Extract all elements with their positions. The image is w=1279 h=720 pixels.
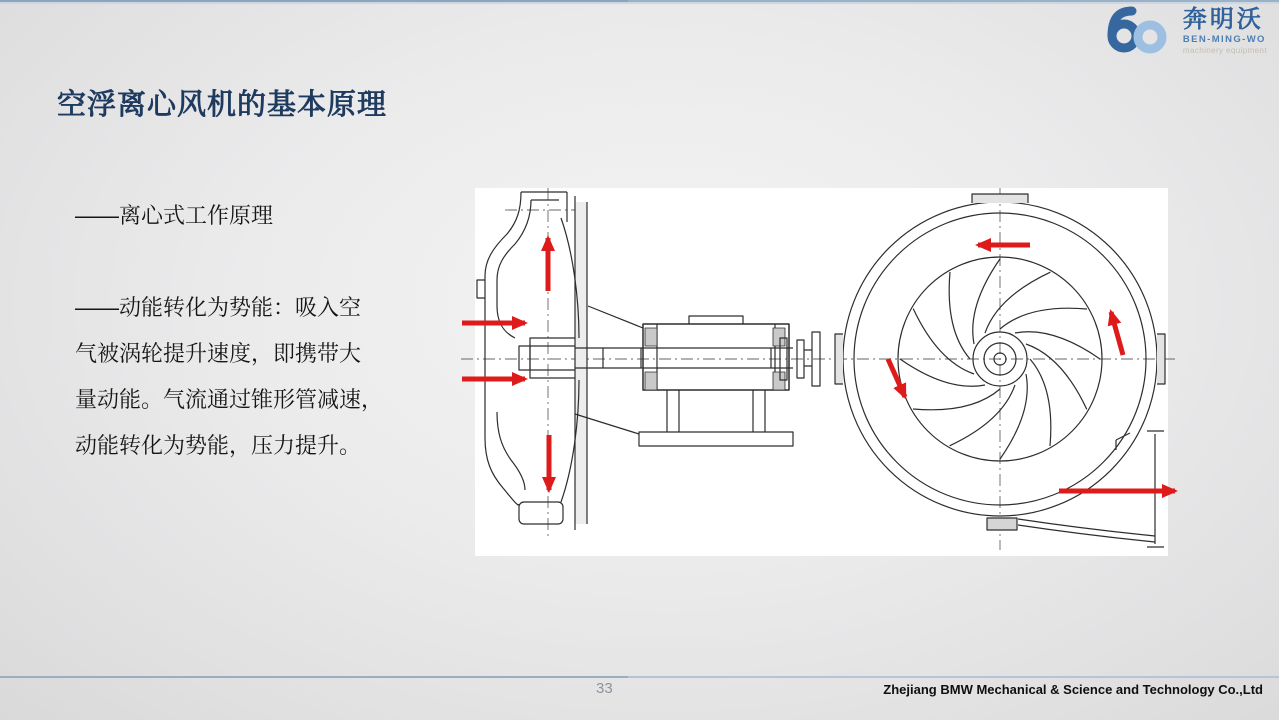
blower-side-view-drawing — [477, 192, 820, 530]
page-title: 空浮离心风机的基本原理 — [57, 89, 388, 121]
body-paragraph — [75, 285, 435, 469]
intro-line: ——离心式工作原理 — [75, 203, 274, 228]
company-logo — [1099, 3, 1267, 60]
paragraph-line: 气被涡轮提升速度，即携带大 — [75, 341, 362, 366]
logo-mark-icon — [1099, 3, 1177, 60]
logo-name-cn: 奔明沃 — [1182, 6, 1264, 34]
footer-company-name: Zhejiang BMW Mechanical & Science and Technology Co.,Ltd — [883, 682, 1263, 697]
header-divider — [0, 0, 1279, 4]
logo-tagline: machinery equipment — [1182, 45, 1267, 55]
paragraph-line: 动能转化为势能，压力提升。 — [75, 433, 362, 458]
footer-divider — [0, 676, 1279, 678]
paragraph-line: ——动能转化为势能：吸入空 — [75, 295, 362, 320]
airflow-arrows — [462, 238, 1175, 491]
page-number: 33 — [596, 680, 613, 697]
paragraph-line: 量动能。气流通过锥形管减速， — [75, 387, 384, 412]
blower-diagram-figure — [475, 188, 1168, 556]
logo-name-en: BEN-MING-WO — [1182, 34, 1266, 46]
